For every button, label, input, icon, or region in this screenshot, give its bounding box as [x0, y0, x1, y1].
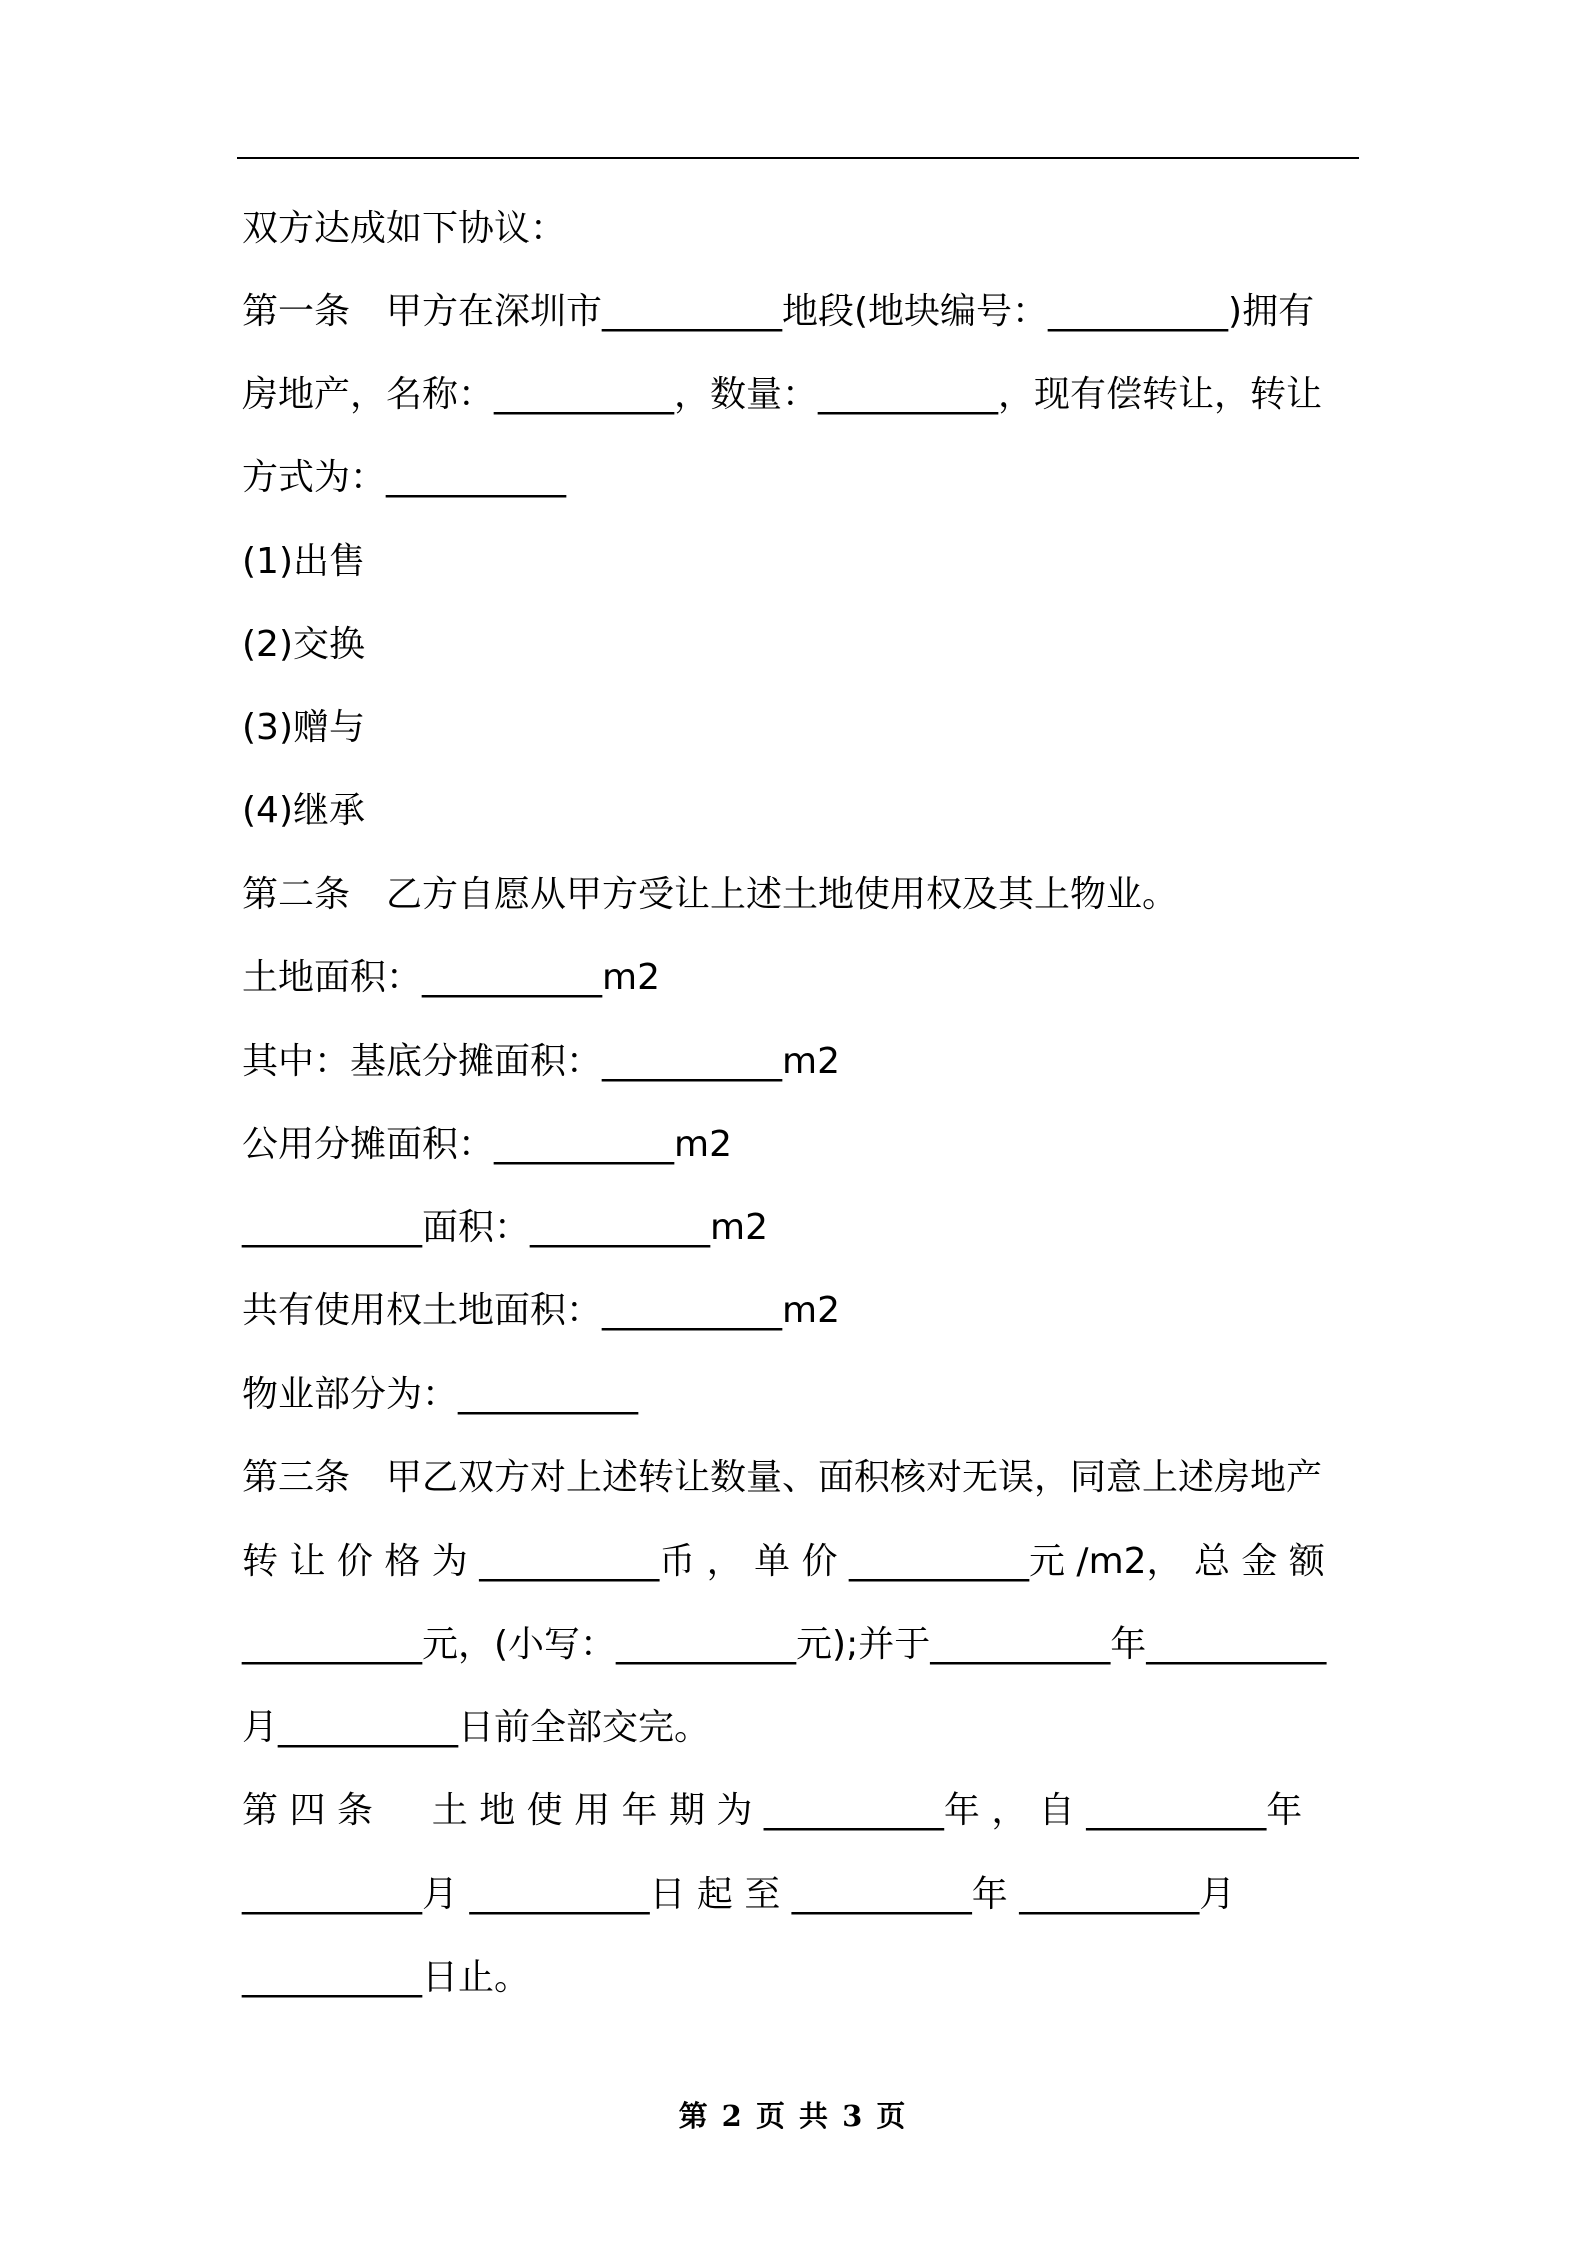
article-2-line: 第二条 乙方自愿从甲方受让上述土地使用权及其上物业。 — [242, 874, 1179, 915]
article-1-line-3: 方式为：__________ — [242, 457, 567, 498]
article-4-line-1: 第 四 条 土 地 使 用 年 期 为 __________年 ， 自 __________年 — [242, 1790, 1303, 1831]
base-shared-area-line: 其中：基底分摊面积：__________m2 — [242, 1041, 840, 1082]
article-1-line-2: 房地产，名称：__________，数量：__________，现有偿转让，转让 — [242, 374, 1323, 415]
shared-use-land-area-line: 共有使用权土地面积：__________m2 — [242, 1290, 840, 1331]
article-4-line-3: __________日止。 — [242, 1957, 531, 1998]
other-area-line: __________面积：__________m2 — [242, 1207, 768, 1248]
page-number: 第 2 页 共 3 页 — [678, 2099, 908, 2133]
intro-line: 双方达成如下协议： — [242, 208, 567, 249]
article-4-line-2: __________月 __________日 起 至 __________年 __________月 — [242, 1874, 1236, 1915]
article-1-line-1: 第一条 甲方在深圳市__________地段(地块编号：__________)拥有 — [242, 291, 1315, 332]
option-sale: (1)出售 — [242, 541, 365, 582]
header-rule — [237, 157, 1359, 159]
article-3-line-4: 月__________日前全部交完。 — [242, 1707, 711, 1748]
option-exchange: (2)交换 — [242, 624, 365, 665]
article-3-line-2: 转 让 价 格 为 __________币 ， 单 价 __________元 /m2， 总 金 额 — [242, 1541, 1325, 1582]
option-gift: (3)赠与 — [242, 707, 365, 748]
land-area-line: 土地面积：__________m2 — [242, 957, 660, 998]
article-3-line-1: 第三条 甲乙双方对上述转让数量、面积核对无误，同意上述房地产 — [242, 1457, 1323, 1498]
property-part-line: 物业部分为：__________ — [242, 1374, 639, 1415]
public-shared-area-line: 公用分摊面积：__________m2 — [242, 1124, 732, 1165]
article-3-line-3: __________元，(小写：__________元);并于__________年__________ — [242, 1624, 1327, 1665]
option-inheritance: (4)继承 — [242, 790, 365, 831]
